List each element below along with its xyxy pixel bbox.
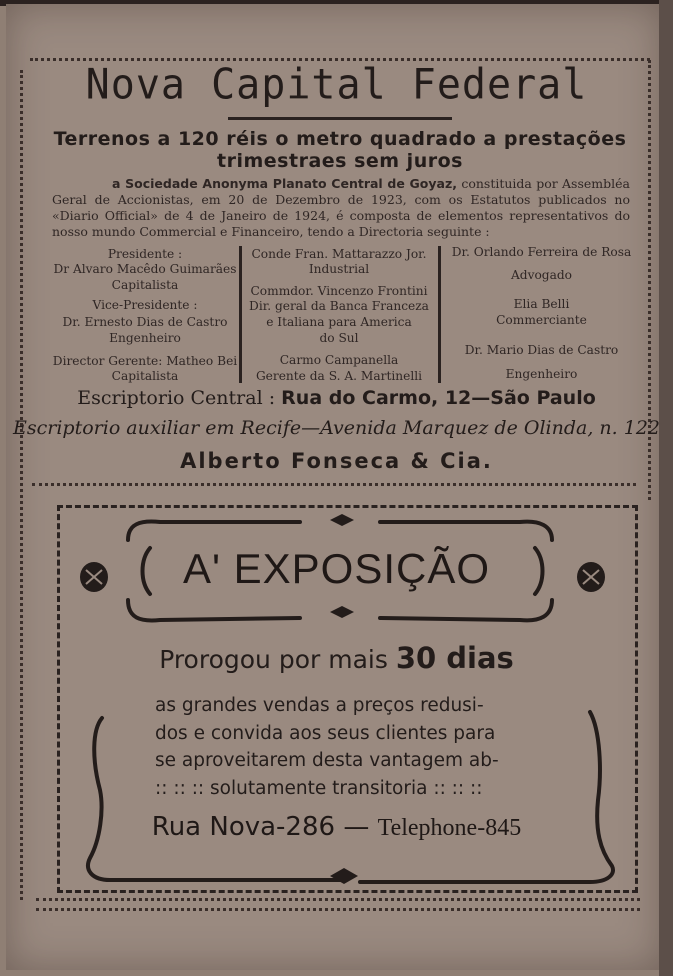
central-office-label: Escriptorio Central : — [77, 387, 276, 409]
director-line: do Sul — [319, 331, 359, 345]
ad-street: Rua Nova-286 — — [151, 812, 370, 842]
director-line: Dr Alvaro Macêdo Guimarães — [53, 262, 237, 276]
director-line: Elia Belli — [513, 297, 570, 311]
ad-address — [0, 812, 673, 842]
top-ornament-right-scroll — [380, 522, 552, 540]
bottom-dotted-border-2 — [36, 908, 640, 911]
director-line: Dir. geral da Banca Franceza — [249, 299, 429, 313]
director-line: Commerciante — [496, 313, 587, 327]
ad-body-line: dos e convida aos seus clientes para — [155, 722, 496, 744]
exposicao-headline: A' EXPOSIÇÃO — [182, 545, 491, 592]
ad-body-line: :: :: :: solutamente transitoria :: :: :: — [155, 777, 483, 799]
director-line: Advogado — [510, 268, 573, 282]
director-line: Capitalista — [111, 369, 179, 383]
subhead-line-2: trimestraes sem juros — [217, 150, 463, 172]
director-line: Engenheiro — [505, 367, 578, 381]
bottom-ornament-right-scroll — [380, 600, 552, 620]
prorogou-prefix: Prorogou por mais — [159, 645, 388, 674]
director-line: Dr. Mario Dias de Castro — [464, 343, 619, 357]
ad-body-line: as grandes vendas a preços redusi- — [155, 695, 484, 716]
director-line: Engenheiro — [109, 331, 181, 345]
bottom-center-ornament — [330, 606, 354, 618]
director-line: Capitalista — [111, 278, 179, 292]
prorogou-line — [0, 641, 673, 675]
director-line: Carmo Campanella — [279, 353, 399, 367]
director-line: e Italiana para America — [266, 315, 412, 329]
auxiliary-office: Escriptorio auxiliar em Recife—Avenida Marquez de Olinda, n. 122 — [13, 417, 660, 439]
bottom-ornament-left-scroll — [128, 600, 300, 620]
director-line: Vice-Presidente : — [92, 298, 198, 312]
intro-rest: constituida por Assembléa Geral de Accionistas, em 20 de Dezembro de 1923, com os Estatutos publicados no «Diario Official» de 4 de Janeiro de 1924, é composta de elementos representativos do nosso mundo Commercial e Financeiro, tendo a Directoria seguinte : — [52, 176, 630, 239]
director-line: Dr. Orlando Ferreira de Rosa — [451, 245, 632, 259]
top-center-ornament — [330, 514, 354, 526]
firm-name: Alberto Fonseca & Cia. — [180, 449, 493, 473]
director-line: Dr. Ernesto Dias de Castro — [62, 315, 228, 329]
company-name: a Sociedade Anonyma Planato Central de Goyaz, — [112, 176, 457, 191]
bottom-dotted-border — [36, 898, 640, 901]
ad-body-line: se aproveitarem desta vantagem ab- — [155, 750, 499, 771]
page-title: Nova Capital Federal — [85, 60, 588, 110]
ad-telephone: Telephone-845 — [377, 815, 522, 841]
ad-body — [155, 692, 545, 802]
prorogou-days: 30 dias — [395, 641, 514, 675]
director-line: Gerente da S. A. Martinelli — [255, 369, 423, 383]
director-line: Presidente : — [107, 247, 183, 261]
director-line: Industrial — [308, 262, 370, 276]
subhead-line-1: Terrenos a 120 réis o metro quadrado a prestações — [53, 128, 627, 150]
top-ornament-left-scroll — [128, 522, 300, 540]
director-line: Director Gerente: Matheo Bei — [52, 354, 238, 368]
director-line: Conde Fran. Mattarazzo Jor. — [251, 247, 427, 261]
central-office-address: Rua do Carmo, 12—São Paulo — [281, 387, 596, 409]
director-line: Commdor. Vincenzo Frontini — [250, 284, 428, 298]
